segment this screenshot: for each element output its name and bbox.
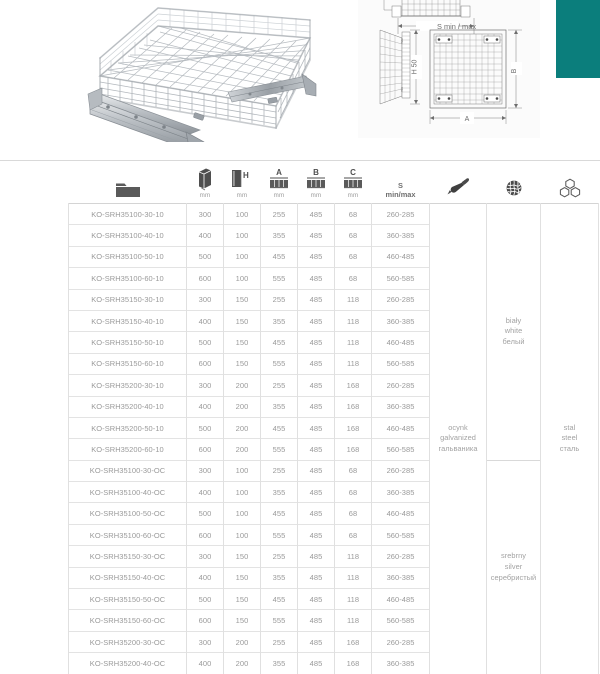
cell-a: 255 (261, 204, 298, 225)
cell-a: 455 (261, 246, 298, 267)
cell-c: 118 (335, 332, 372, 353)
cell-code: KO-SRH35200-60-10 (69, 439, 187, 460)
column-header-code (69, 161, 187, 204)
cell-width: 500 (187, 503, 224, 524)
cell-s: 560-585 (372, 439, 430, 460)
cell-a: 255 (261, 631, 298, 652)
cell-a: 555 (261, 439, 298, 460)
dimension-b-icon (304, 167, 328, 191)
cell-code: KO-SRH35200-30-10 (69, 375, 187, 396)
cell-height: 150 (224, 567, 261, 588)
cell-c: 118 (335, 589, 372, 610)
cell-a: 455 (261, 589, 298, 610)
cell-height: 100 (224, 246, 261, 267)
cell-s: 460-485 (372, 332, 430, 353)
unit-label: mm (273, 192, 285, 199)
cell-a: 455 (261, 417, 298, 438)
cell-color-silver: srebrny silver серебристый (487, 460, 541, 673)
cell-c: 168 (335, 396, 372, 417)
cell-code: KO-SRH35150-60-10 (69, 353, 187, 374)
cell-c: 168 (335, 417, 372, 438)
cell-b: 485 (298, 610, 335, 631)
cell-height: 100 (224, 204, 261, 225)
cell-s: 560-585 (372, 610, 430, 631)
cell-code: KO-SRH35100-50-OC (69, 503, 187, 524)
cell-c: 68 (335, 482, 372, 503)
cell-width: 600 (187, 439, 224, 460)
cell-code: KO-SRH35200-30-OC (69, 631, 187, 652)
cell-width: 500 (187, 246, 224, 267)
cell-c: 118 (335, 567, 372, 588)
svg-text:min: min (400, 86, 404, 92)
unit-label: mm (236, 192, 248, 199)
cell-a: 255 (261, 375, 298, 396)
cell-height: 150 (224, 310, 261, 331)
brush-icon (445, 175, 471, 199)
cell-a: 555 (261, 268, 298, 289)
cell-code: KO-SRH35100-60-OC (69, 524, 187, 545)
cell-s: 360-385 (372, 653, 430, 674)
svg-text:max: max (400, 37, 404, 44)
cell-a: 455 (261, 503, 298, 524)
cell-s: 260-285 (372, 375, 430, 396)
cell-color-white: biały white белый (487, 204, 541, 461)
cell-b: 485 (298, 289, 335, 310)
cell-b: 485 (298, 375, 335, 396)
cell-b: 485 (298, 631, 335, 652)
cell-width: 400 (187, 396, 224, 417)
cell-c: 168 (335, 653, 372, 674)
table-body (69, 204, 599, 674)
cell-width: 300 (187, 631, 224, 652)
cell-height: 150 (224, 610, 261, 631)
unit-label: mm (199, 192, 211, 199)
cell-c: 118 (335, 610, 372, 631)
height-h-icon (230, 167, 254, 191)
cell-b: 485 (298, 460, 335, 481)
cell-width: 600 (187, 268, 224, 289)
cell-height: 200 (224, 396, 261, 417)
column-header-material (541, 161, 599, 204)
cell-b: 485 (298, 332, 335, 353)
cell-c: 118 (335, 353, 372, 374)
cell-b: 485 (298, 653, 335, 674)
cell-width: 300 (187, 375, 224, 396)
cell-width: 600 (187, 353, 224, 374)
cell-width: 400 (187, 225, 224, 246)
cell-code: KO-SRH35100-40-10 (69, 225, 187, 246)
cell-s: 360-385 (372, 225, 430, 246)
cell-code: KO-SRH35100-30-10 (69, 204, 187, 225)
cell-height: 100 (224, 482, 261, 503)
cell-width: 300 (187, 289, 224, 310)
svg-text:A: A (276, 168, 282, 177)
cell-height: 200 (224, 417, 261, 438)
cell-height: 150 (224, 332, 261, 353)
cell-code: KO-SRH35200-40-10 (69, 396, 187, 417)
cell-c: 68 (335, 503, 372, 524)
cell-c: 118 (335, 289, 372, 310)
cell-b: 485 (298, 246, 335, 267)
cell-s: 560-585 (372, 524, 430, 545)
cell-c: 118 (335, 546, 372, 567)
table-row (69, 204, 599, 225)
cell-a: 555 (261, 610, 298, 631)
cell-width: 400 (187, 567, 224, 588)
cell-width: 400 (187, 653, 224, 674)
cell-height: 100 (224, 524, 261, 545)
cell-c: 168 (335, 375, 372, 396)
cell-b: 485 (298, 396, 335, 417)
svg-text:H: H (243, 171, 249, 180)
cell-code: KO-SRH35100-30-OC (69, 460, 187, 481)
cell-height: 150 (224, 546, 261, 567)
cell-s: 360-385 (372, 567, 430, 588)
cell-b: 485 (298, 353, 335, 374)
cell-width: 600 (187, 610, 224, 631)
cell-code: KO-SRH35150-30-OC (69, 546, 187, 567)
cell-c: 68 (335, 268, 372, 289)
cell-s: 460-485 (372, 589, 430, 610)
cell-a: 555 (261, 353, 298, 374)
cell-height: 150 (224, 289, 261, 310)
cubes-icon (557, 177, 583, 199)
cell-width: 600 (187, 524, 224, 545)
cell-height: 200 (224, 653, 261, 674)
cell-code: KO-SRH35100-40-OC (69, 482, 187, 503)
cell-c: 68 (335, 225, 372, 246)
cell-b: 485 (298, 589, 335, 610)
column-header-height (224, 161, 261, 204)
cell-height: 100 (224, 460, 261, 481)
cell-width: 500 (187, 332, 224, 353)
cell-height: 200 (224, 375, 261, 396)
accent-color-block (556, 0, 600, 78)
cell-s: 360-385 (372, 396, 430, 417)
column-header-a (261, 161, 298, 204)
cell-width: 300 (187, 204, 224, 225)
cell-s: 360-385 (372, 482, 430, 503)
cell-s: 460-485 (372, 417, 430, 438)
cell-c: 118 (335, 310, 372, 331)
cell-b: 485 (298, 268, 335, 289)
cell-c: 168 (335, 439, 372, 460)
cell-a: 255 (261, 546, 298, 567)
cell-height: 100 (224, 268, 261, 289)
texture-icon (502, 177, 526, 199)
cell-finish-galvanized: ocynk galvanized гальваника (430, 204, 487, 674)
cell-height: 200 (224, 439, 261, 460)
specification-table (68, 161, 599, 674)
s-unit-label: min/max (385, 189, 416, 199)
cell-c: 68 (335, 460, 372, 481)
svg-text:B: B (313, 168, 319, 177)
cell-s: 560-585 (372, 268, 430, 289)
cell-a: 355 (261, 653, 298, 674)
cell-c: 68 (335, 524, 372, 545)
cell-b: 485 (298, 567, 335, 588)
cell-code: KO-SRH35200-40-OC (69, 653, 187, 674)
cell-a: 255 (261, 460, 298, 481)
cell-height: 150 (224, 353, 261, 374)
cell-s: 460-485 (372, 503, 430, 524)
basket-technical-drawing (358, 0, 540, 138)
cell-a: 355 (261, 225, 298, 246)
cell-s: 260-285 (372, 289, 430, 310)
cell-a: 355 (261, 567, 298, 588)
cell-material-steel: stal steel сталь (541, 204, 599, 674)
cell-a: 255 (261, 289, 298, 310)
cell-c: 168 (335, 631, 372, 652)
cell-code: KO-SRH35150-30-10 (69, 289, 187, 310)
unit-label: mm (347, 192, 359, 199)
cell-width: 300 (187, 546, 224, 567)
cell-s: 560-585 (372, 353, 430, 374)
cell-b: 485 (298, 439, 335, 460)
svg-text:A: A (464, 116, 470, 123)
cell-a: 555 (261, 524, 298, 545)
column-header-s (372, 161, 430, 204)
s-label: S (398, 180, 403, 190)
cell-s: 260-285 (372, 546, 430, 567)
cell-a: 455 (261, 332, 298, 353)
cell-code: KO-SRH35100-50-10 (69, 246, 187, 267)
cell-s: 360-385 (372, 310, 430, 331)
cell-height: 100 (224, 503, 261, 524)
cell-s: 460-485 (372, 246, 430, 267)
svg-text:H 50: H 50 (411, 59, 419, 75)
svg-text:B: B (511, 68, 518, 74)
cell-code: KO-SRH35150-50-OC (69, 589, 187, 610)
cell-code: KO-SRH35150-40-OC (69, 567, 187, 588)
cell-code: KO-SRH35100-60-10 (69, 268, 187, 289)
column-header-c (335, 161, 372, 204)
cell-b: 485 (298, 546, 335, 567)
svg-text:S min / max: S min / max (437, 22, 477, 31)
cell-b: 485 (298, 482, 335, 503)
specification-table-container (0, 161, 600, 674)
cell-code: KO-SRH35150-60-OC (69, 610, 187, 631)
cell-width: 500 (187, 589, 224, 610)
cell-b: 485 (298, 524, 335, 545)
dimension-c-icon (341, 167, 365, 191)
cell-s: 260-285 (372, 204, 430, 225)
cell-code: KO-SRH35150-40-10 (69, 310, 187, 331)
cell-width: 400 (187, 482, 224, 503)
box-3d-icon (197, 167, 213, 191)
cell-b: 485 (298, 225, 335, 246)
unit-label: mm (310, 192, 322, 199)
table-row (69, 460, 599, 481)
svg-text:C: C (350, 168, 356, 177)
cell-width: 400 (187, 310, 224, 331)
cell-c: 68 (335, 246, 372, 267)
cell-a: 355 (261, 482, 298, 503)
column-header-color (487, 161, 541, 204)
cell-a: 355 (261, 310, 298, 331)
cell-height: 100 (224, 225, 261, 246)
cell-b: 485 (298, 503, 335, 524)
cell-b: 485 (298, 310, 335, 331)
cell-b: 485 (298, 417, 335, 438)
cell-s: 260-285 (372, 460, 430, 481)
cell-b: 485 (298, 204, 335, 225)
cell-code: KO-SRH35200-50-10 (69, 417, 187, 438)
wire-basket-with-slides-photo (78, 2, 338, 142)
column-header-width (187, 161, 224, 204)
cell-height: 200 (224, 631, 261, 652)
media-strip (0, 0, 600, 152)
cell-width: 300 (187, 460, 224, 481)
cell-code: KO-SRH35150-50-10 (69, 332, 187, 353)
column-header-b (298, 161, 335, 204)
dimension-a-icon (267, 167, 291, 191)
table-header-row (69, 161, 599, 204)
cell-width: 500 (187, 417, 224, 438)
cell-s: 260-285 (372, 631, 430, 652)
cell-c: 68 (335, 204, 372, 225)
cell-height: 150 (224, 589, 261, 610)
cell-a: 355 (261, 396, 298, 417)
column-header-finish (430, 161, 487, 204)
folder-icon (115, 180, 141, 199)
